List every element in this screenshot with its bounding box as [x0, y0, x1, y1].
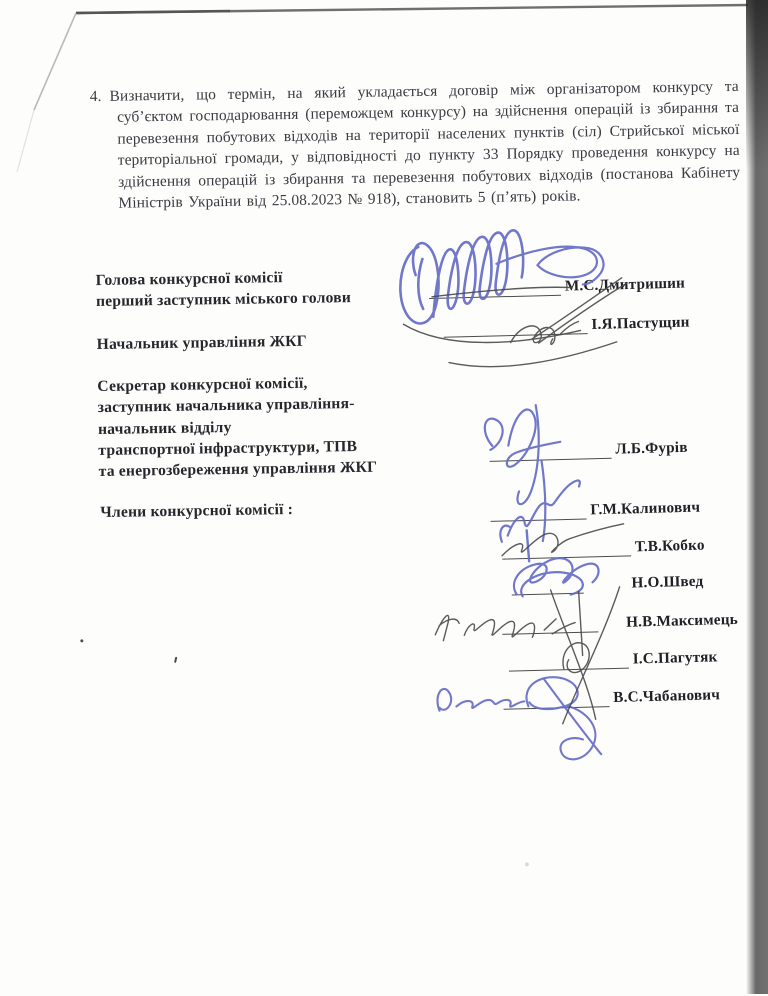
- role-secretary-line4: транспортної інфраструктури, ТПВ: [98, 437, 358, 459]
- role-secretary: [97, 372, 377, 483]
- role-secretary-line1: Секретар конкурсної комісії,: [97, 374, 308, 396]
- signature-line: [489, 444, 611, 462]
- role-chair-line1: Голова конкурсної комісії: [95, 269, 283, 290]
- signature-line: [509, 654, 629, 672]
- signature-line: [502, 617, 598, 634]
- signatory-name: І.Я.Пастущин: [591, 313, 690, 334]
- paragraph-text: Визначити, що термін, на який укладається договір між організатором конкурсу та суб’єктом господарювання (переможцем конкурсу) на здійснення операцій із збирання та перевезення побутових відходів на території населених пунктів (сіл) Стрийської міської територіальної громади, у відповідності до пункту 33 Порядку проведення конкурсу на здійснення операцій із збирання та перевезення побутових відходів (постанова Кабінету Міністрів України від 25.08.2023 № 918), становить 5 (п’ять) років.: [109, 77, 741, 212]
- role-secretary-line5: та енергозбереження управління ЖКГ: [98, 458, 378, 481]
- signature-row-shved: [511, 572, 703, 596]
- role-zhkh-head: Начальник управління ЖКГ: [96, 332, 307, 354]
- role-chair-line2: перший заступник міського голови: [95, 289, 352, 311]
- signature-line: [503, 692, 609, 710]
- signatory-name: М.С.Дмитришин: [564, 274, 686, 295]
- signature-row-chabanovych: [503, 685, 720, 709]
- signature-line: [511, 579, 583, 596]
- role-secretary-line3: начальник відділу: [97, 418, 232, 438]
- role-secretary-line2: заступник начальника управління-: [97, 395, 355, 417]
- signature-line: [429, 281, 561, 299]
- signature-row-kalynovych: [490, 498, 700, 522]
- ink-speck: [80, 639, 83, 642]
- members-heading: Члени конкурсної комісії :: [100, 500, 294, 522]
- signatory-name: Н.О.Швед: [631, 572, 704, 592]
- signature-line: [490, 504, 586, 521]
- signature-line: [443, 319, 587, 338]
- paragraph-number: 4.: [89, 87, 102, 106]
- signatory-name: Н.В.Максимець: [625, 610, 739, 631]
- scan-shadow-right-edge: [746, 0, 768, 994]
- signatory-name: І.С.Пагутяк: [632, 648, 718, 668]
- signatory-name: Л.Б.Фурів: [615, 438, 688, 458]
- ink-speck: [174, 657, 177, 663]
- faint-smudge: [525, 862, 529, 866]
- resolution-paragraph: [90, 76, 741, 215]
- signature-row-maksymets: [502, 610, 738, 635]
- signatory-name: Т.В.Кобко: [634, 536, 705, 556]
- role-chair: [96, 266, 352, 313]
- signatory-name: Г.М.Калинович: [590, 498, 701, 519]
- signatory-name: В.С.Чабанович: [613, 686, 721, 706]
- signature-line: [502, 541, 631, 559]
- signature-row-dmytryshyn: [429, 274, 686, 299]
- signature-row-pastushchyn: [443, 313, 690, 338]
- signature-row-furiv: [489, 438, 688, 462]
- signature-row-pahutiak: [509, 647, 718, 671]
- signature-row-kobko: [502, 536, 705, 560]
